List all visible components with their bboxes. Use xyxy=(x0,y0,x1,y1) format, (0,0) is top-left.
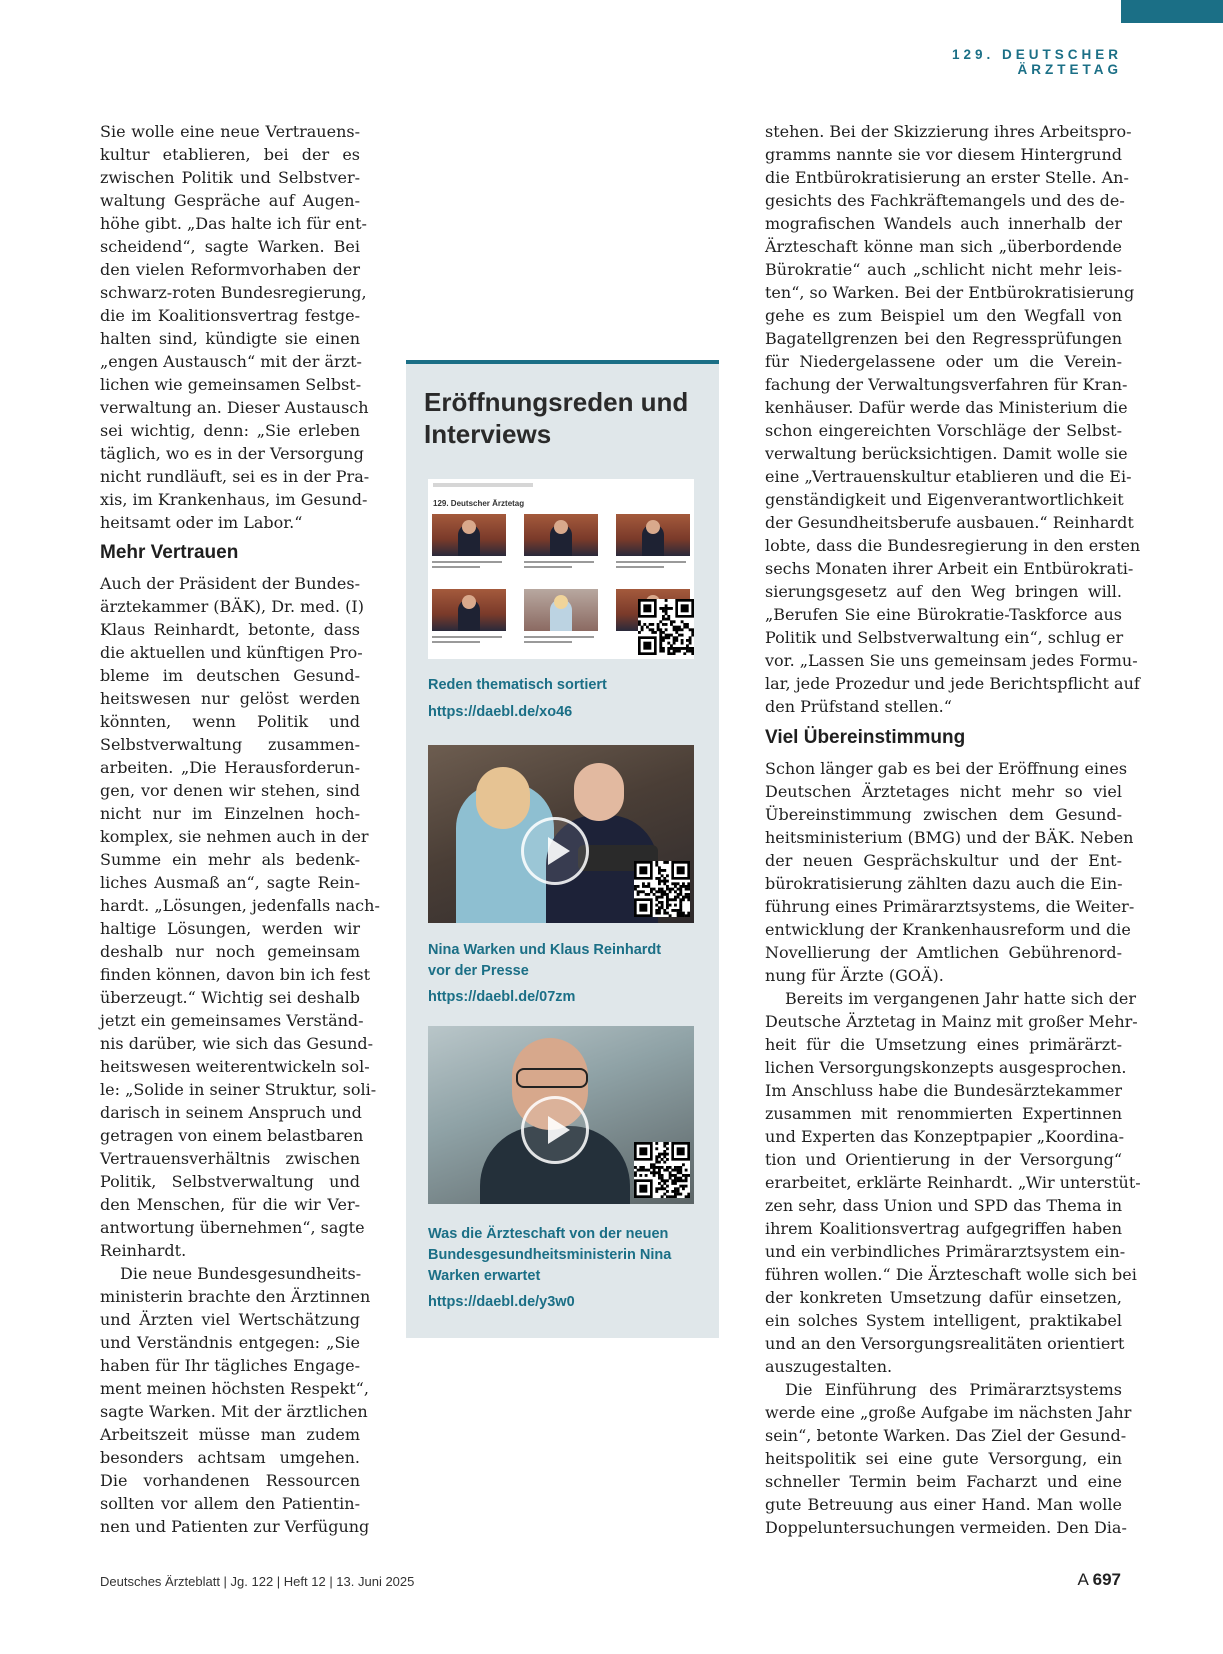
video-thumbnail-press[interactable] xyxy=(428,745,694,923)
grid-thumbnail xyxy=(616,514,690,556)
text-line: und ein verbindliches Primärarztsystem ein- xyxy=(765,1242,1126,1261)
text-line: erarbeitet, erklärte Reinhardt. „Wir unterstüt- xyxy=(765,1173,1141,1192)
link-caption-line: vor der Presse xyxy=(428,963,529,979)
text-line: zwischen Politik und Selbstver- xyxy=(100,168,360,187)
text-line: Politik und Selbstverwaltung ein“, schlug er xyxy=(765,628,1124,647)
grid-caption xyxy=(432,635,506,645)
text-line: die im Koalitionsvertrag festge- xyxy=(100,306,360,325)
text-line: hardt. „Lösungen, jedenfalls nach- xyxy=(100,896,380,915)
text-line: haltige Lösungen, werden wir xyxy=(100,919,360,938)
text-line: und an den Versorgungsrealitäten orientiert xyxy=(765,1334,1125,1353)
text-line: xis, im Krankenhaus, im Gesund- xyxy=(100,490,368,509)
text-line: lobte, dass die Bundesregierung in den ersten xyxy=(765,536,1141,555)
corner-accent-bar xyxy=(1121,0,1223,23)
grid-caption xyxy=(524,560,598,570)
text-line: Vertrauensverhältnis zwischen xyxy=(100,1149,360,1168)
text-line: Sie wolle eine neue Vertrauens- xyxy=(100,122,360,141)
text-line: Ärzteschaft könne man sich „überbordende xyxy=(765,237,1122,256)
page-number-value: 697 xyxy=(1092,1570,1121,1589)
text-line: sein“, betonte Warken. Das Ziel der Gesund- xyxy=(765,1426,1127,1445)
text-line: Schon länger gab es bei der Eröffnung eines xyxy=(765,759,1128,778)
text-line: Bereits im vergangenen Jahr hatte sich der xyxy=(785,989,1136,1008)
text-line: werde eine „große Aufgabe im nächsten Jahr xyxy=(765,1403,1132,1422)
video-thumbnail-interview[interactable] xyxy=(428,1026,694,1204)
text-line: die Entbürokratisierung an erster Stelle. An- xyxy=(765,168,1129,187)
link-url[interactable]: https://daebl.de/xo46 xyxy=(428,704,573,720)
text-line: der neuen Gesprächskultur und der Ent- xyxy=(765,851,1122,870)
text-line: und Ärzten viel Wertschätzung xyxy=(100,1310,360,1329)
text-line: waltung Gespräche auf Augen- xyxy=(100,191,360,210)
text-line: stehen. Bei der Skizzierung ihres Arbeitspro- xyxy=(765,122,1132,141)
text-line: „Berufen Sie eine Bürokratie-Taskforce aus xyxy=(765,605,1122,624)
text-line: Deutsche Ärztetag in Mainz mit großer Mehr- xyxy=(765,1012,1138,1031)
qr-code-icon[interactable] xyxy=(638,599,694,655)
text-line: mografischen Wandels auch innerhalb der xyxy=(765,214,1122,233)
text-line: nicht rundläuft, sei es in der Pra- xyxy=(100,467,370,486)
thumbnail-grid-image[interactable] xyxy=(428,479,694,659)
text-line: ärztekammer (BÄK), Dr. med. (I) xyxy=(100,597,364,616)
running-header: 129. DEUTSCHER ÄRZTETAG xyxy=(951,47,1122,77)
text-line: scheidend“, sagte Warken. Bei xyxy=(100,237,360,256)
text-line: heitswesen weiterentwickeln sol- xyxy=(100,1057,370,1076)
text-line: nicht nur im Einzelnen hoch- xyxy=(100,804,360,823)
text-line: tion und Orientierung in der Versorgung“ xyxy=(765,1150,1122,1169)
text-line: Bagatellgrenzen bei den Regressprüfungen xyxy=(765,329,1122,348)
page-prefix: A xyxy=(1077,1570,1088,1589)
text-line: Bürokratie“ auch „schlicht nicht mehr leis- xyxy=(765,260,1122,279)
link-caption-line: Bundesgesundheitsministerin Nina xyxy=(428,1247,672,1263)
text-line: haben für Ihr tägliches Engage- xyxy=(100,1356,360,1375)
text-line: nung für Ärzte (GOÄ). xyxy=(765,966,944,985)
text-line: zen sehr, dass Union und SPD das Thema in xyxy=(765,1196,1122,1215)
text-line: für Niedergelassene oder um die Verein- xyxy=(765,352,1122,371)
text-line: entwicklung der Krankenhausreform und die xyxy=(765,920,1131,939)
section-subhead: Mehr Vertrauen xyxy=(100,542,239,563)
text-line: besonders achtsam umgehen. xyxy=(100,1448,360,1467)
text-line: Im Anschluss habe die Bundesärztekammer xyxy=(765,1081,1122,1100)
sidebar-box-title: Eröffnungsreden und Interviews xyxy=(424,387,689,449)
text-line: liches Ausmaß an“, sagte Rein- xyxy=(100,873,360,892)
play-icon[interactable] xyxy=(521,817,589,885)
text-line: zusammen mit renommierten Expertinnen xyxy=(765,1104,1122,1123)
text-line: Selbstverwaltung zusammen- xyxy=(100,735,360,754)
text-line: Doppeluntersuchungen vermeiden. Den Dia- xyxy=(765,1518,1127,1537)
text-line: nen und Patienten zur Verfügung xyxy=(100,1517,370,1536)
grid-thumbnail xyxy=(524,589,598,631)
grid-caption xyxy=(616,560,690,570)
text-line: ten“, so Warken. Bei der Entbürokratisierung xyxy=(765,283,1135,302)
section-subhead: Viel Übereinstimmung xyxy=(765,727,966,748)
text-line: „engen Austausch“ mit der ärzt- xyxy=(100,352,362,371)
text-line: sagte Warken. Mit der ärztlichen xyxy=(100,1402,368,1421)
link-caption-line: Warken erwartet xyxy=(428,1268,541,1284)
text-line: jetzt ein gemeinsames Verständ- xyxy=(100,1011,364,1030)
text-line: Reinhardt. xyxy=(100,1241,187,1260)
text-line: Deutschen Ärztetages nicht mehr so viel xyxy=(765,782,1122,801)
text-line: könnten, wenn Politik und xyxy=(100,712,360,731)
text-line: bürokratisierung zählten dazu auch die Ein- xyxy=(765,874,1123,893)
glasses xyxy=(516,1068,588,1088)
text-line: Die neue Bundesgesundheits- xyxy=(120,1264,362,1283)
text-line: sechs Monaten ihrer Arbeit ein Entbürokrati- xyxy=(765,559,1134,578)
breadcrumb-placeholder xyxy=(433,483,533,487)
text-line: gehe es zum Beispiel um den Wegfall von xyxy=(765,306,1122,325)
text-line: führen wollen.“ Die Ärzteschaft wolle sich bei xyxy=(765,1265,1137,1284)
page-number xyxy=(1077,1570,1121,1590)
text-line: lichen Versorgungskonzepts ausgesprochen. xyxy=(765,1058,1127,1077)
qr-code-icon[interactable] xyxy=(634,861,690,917)
text-line: den vielen Reformvorhaben der xyxy=(100,260,360,279)
text-line: gen, vor denen wir stehen, sind xyxy=(100,781,360,800)
qr-code-icon[interactable] xyxy=(634,1142,690,1198)
link-caption: Reden thematisch sortiert xyxy=(428,677,607,693)
text-line: den Prüfstand stellen.“ xyxy=(765,697,952,716)
text-line: lichen wie gemeinsamen Selbst- xyxy=(100,375,362,394)
text-line: nis darüber, wie sich das Gesund- xyxy=(100,1034,374,1053)
text-line: und Experten das Konzeptpapier „Koordina- xyxy=(765,1127,1125,1146)
grid-thumbnail xyxy=(432,589,506,631)
text-line: schon eingereichten Vorschläge der Selbst- xyxy=(765,421,1122,440)
text-line: Die Einführung des Primärarztsystems xyxy=(785,1380,1122,1399)
link-caption-line: Was die Ärzteschaft von der neuen xyxy=(428,1226,669,1242)
text-line: eine „Vertrauenskultur etablieren und die Ei- xyxy=(765,467,1132,486)
text-line: der Gesundheitsberufe ausbauen.“ Reinhardt xyxy=(765,513,1134,532)
text-line: genständigkeit und Eigenverantwortlichkeit xyxy=(765,490,1124,509)
text-line: getragen von einem belastbaren xyxy=(100,1126,364,1145)
text-line: überzeugt.“ Wichtig sei deshalb xyxy=(100,988,360,1007)
text-line: heitsamt oder im Labor.“ xyxy=(100,513,303,532)
text-line: fachung der Verwaltungsverfahren für Kran- xyxy=(765,375,1128,394)
text-line: und Verständnis entgegen: „Sie xyxy=(100,1333,360,1352)
text-line: sierungsgesetz auf den Weg bringen will. xyxy=(765,582,1122,601)
text-line: deshalb nur noch gemeinsam xyxy=(100,942,360,961)
sidebar-box xyxy=(406,360,719,1338)
text-line: ment meinen höchsten Respekt“, xyxy=(100,1379,369,1398)
text-line: sei wichtig, denn: „Sie erleben xyxy=(100,421,360,440)
link-url[interactable]: https://daebl.de/07zm xyxy=(428,989,576,1005)
link-caption-line: Nina Warken und Klaus Reinhardt xyxy=(428,942,662,958)
text-line: arbeiten. „Die Herausforderun- xyxy=(100,758,360,777)
text-line: Die vorhandenen Ressourcen xyxy=(100,1471,360,1490)
grid-caption xyxy=(524,635,598,645)
text-line: der konkreten Umsetzung dafür einsetzen, xyxy=(765,1288,1122,1307)
text-line: heitspolitik sei eine gute Versorgung, ein xyxy=(765,1449,1122,1468)
grid-heading: 129. Deutscher Ärztetag xyxy=(433,499,525,508)
text-line: vor. „Lassen Sie uns gemeinsam jedes Formu- xyxy=(765,651,1138,670)
text-line: ein solches System intelligent, praktikabel xyxy=(765,1311,1122,1330)
text-line: höhe gibt. „Das halte ich für ent- xyxy=(100,214,367,233)
text-line: Arbeitszeit müsse man zudem xyxy=(100,1425,360,1444)
text-line: ihrem Koalitionsvertrag aufgegriffen haben xyxy=(765,1219,1122,1238)
text-line: Übereinstimmung zwischen dem Gesund- xyxy=(765,805,1122,824)
play-icon[interactable] xyxy=(521,1096,589,1164)
text-line: komplex, sie nehmen auch in der xyxy=(100,827,369,846)
text-line: kenhäuser. Dafür werde das Ministerium die xyxy=(765,398,1128,417)
text-line: kultur etablieren, bei der es xyxy=(100,145,360,164)
footer-citation: Deutsches Ärzteblatt | Jg. 122 | Heft 12 | 13. Juni 2025 xyxy=(100,1574,415,1589)
text-line: darisch in seinem Anspruch und xyxy=(100,1103,362,1122)
text-line: Auch der Präsident der Bundes- xyxy=(100,574,360,593)
text-line: schwarz-roten Bundesregierung, xyxy=(100,283,367,302)
text-line: täglich, wo es in der Versorgung xyxy=(100,444,364,463)
text-line: halten sind, kündigte sie einen xyxy=(100,329,360,348)
text-line: finden können, davon bin ich fest xyxy=(100,965,371,984)
text-line: antwortung übernehmen“, sagte xyxy=(100,1218,365,1237)
grid-thumbnail xyxy=(432,514,506,556)
link-url[interactable]: https://daebl.de/y3w0 xyxy=(428,1294,575,1310)
text-line: heitsministerium (BMG) und der BÄK. Neben xyxy=(765,828,1134,847)
text-line: gramms nannte sie vor diesem Hintergrund xyxy=(765,145,1122,164)
text-line: gesichts des Fachkräftemangels und des de- xyxy=(765,191,1125,210)
grid-thumbnail xyxy=(524,514,598,556)
text-line: heitswesen nur gelöst werden xyxy=(100,689,360,708)
text-line: verwaltung berücksichtigen. Damit wolle sie xyxy=(765,444,1128,463)
text-line: Novellierung der Amtlichen Gebührenord- xyxy=(765,943,1122,962)
text-line: Politik, Selbstverwaltung und xyxy=(100,1172,360,1191)
text-line: bleme im deutschen Gesund- xyxy=(100,666,360,685)
text-line: sollten vor allem den Patientin- xyxy=(100,1494,360,1513)
text-line: le: „Solide in seiner Struktur, soli- xyxy=(100,1080,377,1099)
text-line: Klaus Reinhardt, betonte, dass xyxy=(100,620,360,639)
text-line: gute Betreuung aus einer Hand. Man wolle xyxy=(765,1495,1122,1514)
grid-caption xyxy=(432,560,506,570)
text-line: die aktuellen und künftigen Pro- xyxy=(100,643,363,662)
text-line: Summe ein mehr als bedenk- xyxy=(100,850,360,869)
text-line: ministerin brachte den Ärztinnen xyxy=(100,1287,371,1306)
text-line: führung eines Primärarztsystems, die Weiter- xyxy=(765,897,1135,916)
text-line: verwaltung an. Dieser Austausch xyxy=(100,398,369,417)
text-line: den Menschen, für die wir Ver- xyxy=(100,1195,360,1214)
text-line: auszugestalten. xyxy=(765,1357,893,1376)
text-line: heit für die Umsetzung eines primärärzt- xyxy=(765,1035,1122,1054)
text-line: schneller Termin beim Facharzt und eine xyxy=(765,1472,1122,1491)
text-line: lar, jede Prozedur und jede Berichtspflicht auf xyxy=(765,674,1140,693)
